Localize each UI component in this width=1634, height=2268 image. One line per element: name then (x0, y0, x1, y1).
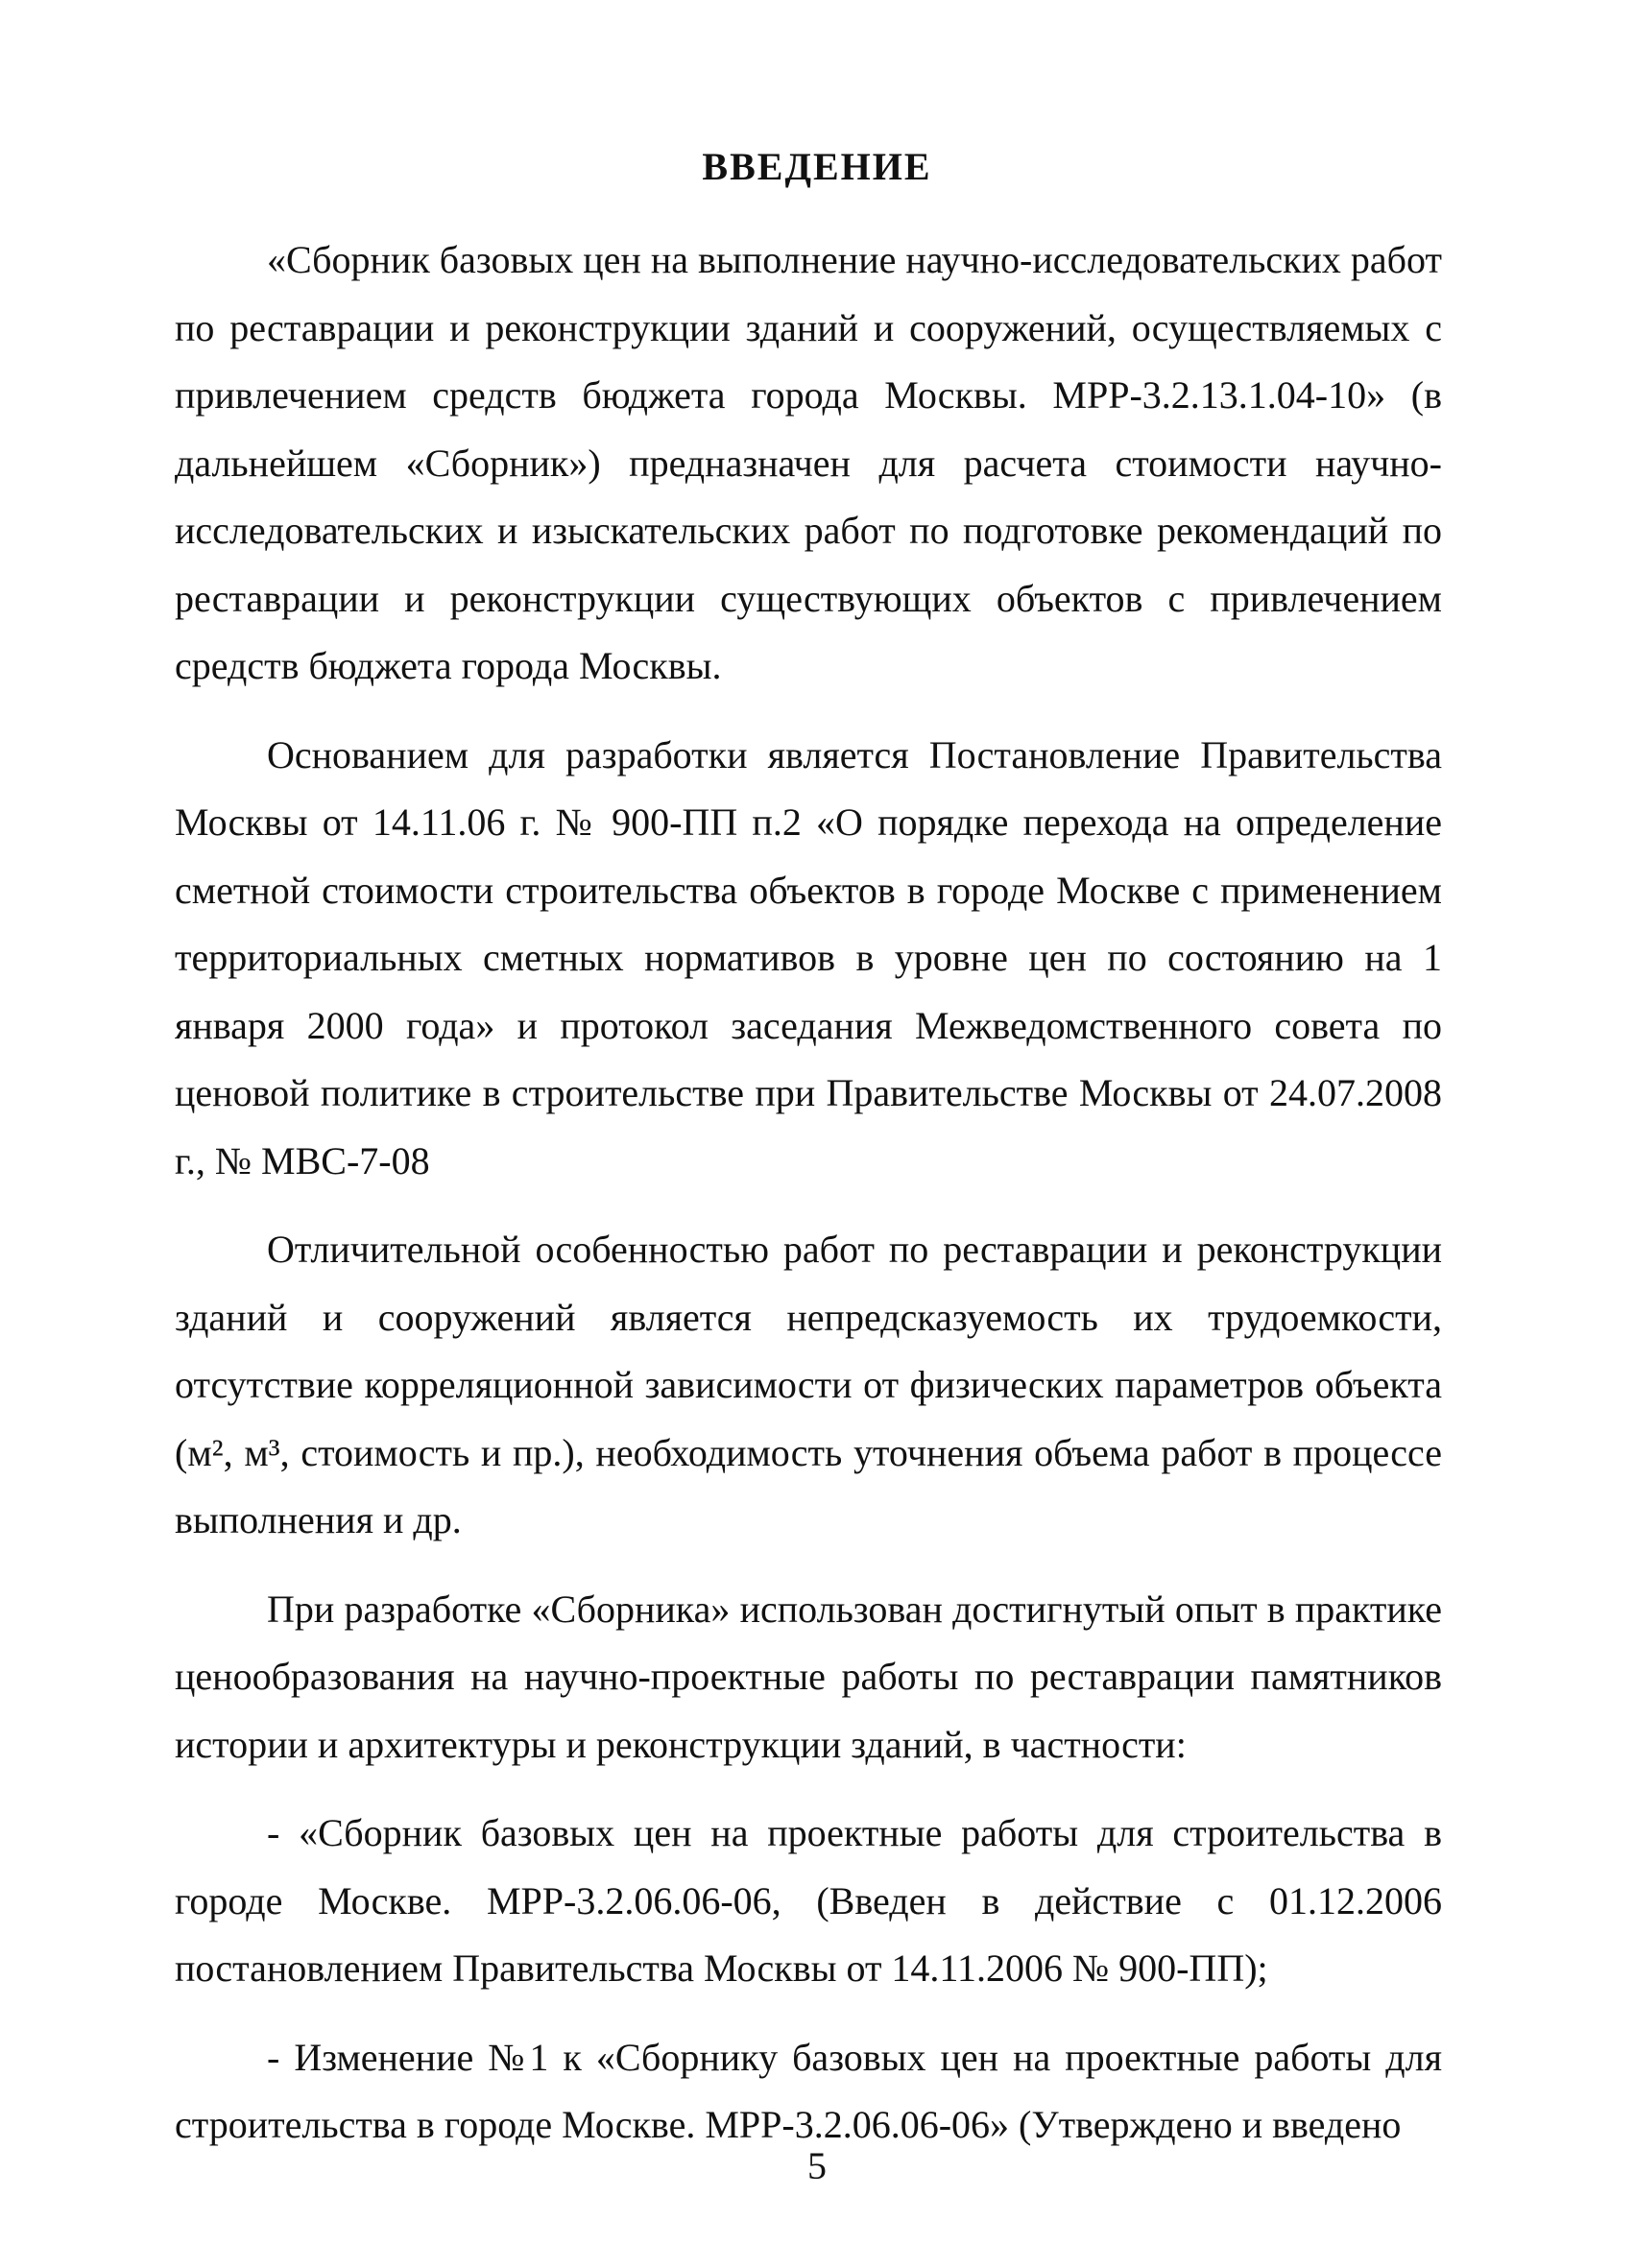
paragraph-distinctive-feature: Отличительной особенностью работ по реставрации и реконструкции зданий и сооружений является непредсказуемость их трудоемкости, отсутствие корреляционной зависимости от физических параметров объекта (м², м³, стоимость и пр.), необходимость уточнения объема работ в процессе выполнения и др. (175, 1228, 1442, 1541)
paragraph-development-experience: При разработке «Сборника» использован достигнутый опыт в практике ценообразования на научно-проектные работы по реставрации памятников истории и архитектуры и реконструкции зданий, в частности: (175, 1587, 1442, 1766)
paragraph-list-item-2: - Изменение №1 к «Сборнику базовых цен на проектные работы для строительства в городе Москве. МРР-3.2.06.06-06» (Утверждено и введено (175, 2035, 1442, 2146)
page-title: ВВЕДЕНИЕ (702, 145, 932, 188)
paragraph-intro: «Сборник базовых цен на выполнение научно-исследовательских работ по реставрации и реконструкции зданий и сооружений, осуществляемых с привлечением средств бюджета города Москвы. МРР-3.2.13.1.04-10» (в дальнейшем «Сборник») предназначен для расчета стоимости научно-исследовательских и изыскательских работ по подготовке рекомендаций по реставрации и реконструкции существующих объектов с привлечением средств бюджета города Москвы. (175, 238, 1442, 687)
paragraph-basis: Основанием для разработки является Постановление Правительства Москвы от 14.11.06 г. № 900-ПП п.2 «О порядке перехода на определение сметной стоимости строительства объектов в городе Москве с применением территориальных сметных нормативов в уровне цен по состоянию на 1 января 2000 года» и протокол заседания Межведомственного совета по ценовой политике в строительстве при Правительстве Москвы от 24.07.2008 г., № МВС-7-08 (175, 732, 1442, 1182)
paragraph-list-item-1: - «Сборник базовых цен на проектные работы для строительства в городе Москве. МРР-3.2.06.06-06, (Введен в действие с 01.12.2006 постановлением Правительства Москвы от 14.11.2006 № 900-ПП); (175, 1811, 1442, 1990)
page-number: 5 (807, 2144, 827, 2187)
document-body (175, 227, 1442, 2160)
